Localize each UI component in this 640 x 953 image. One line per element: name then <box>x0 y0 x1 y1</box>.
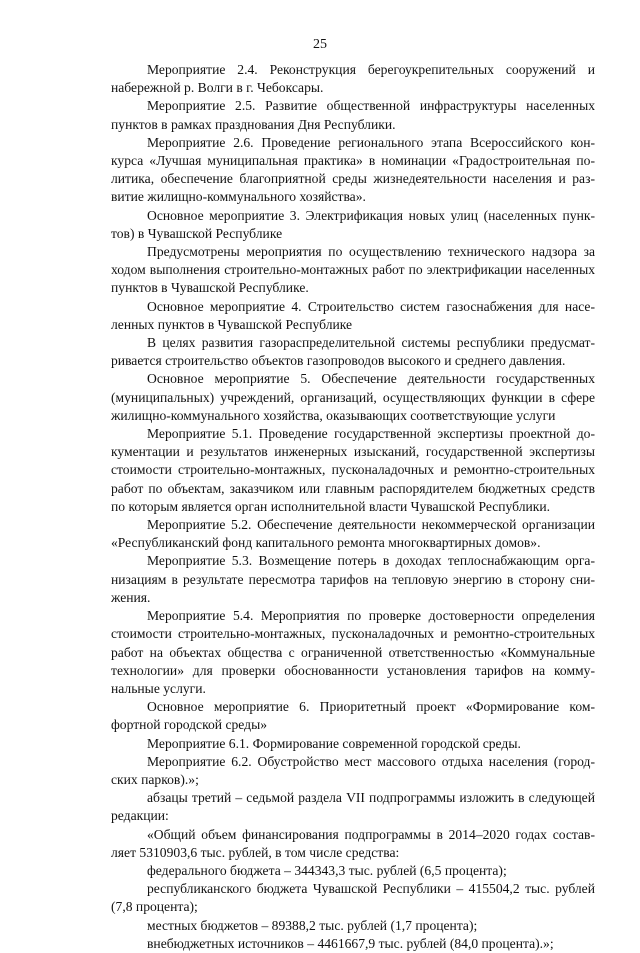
paragraph-federal-budget: федерального бюджета – 344343,3 тыс. рублей (6,5 процента); <box>147 862 507 878</box>
paragraph-event-6-2: Мероприятие 6.2. Обустройство мест массового отдыха населения (городских парков).»; <box>111 753 595 787</box>
paragraph-local-budgets: местных бюджетов – 89388,2 тыс. рублей (1,7 процента); <box>147 917 478 933</box>
paragraph-event-3-description: Предусмотрены мероприятия по осуществлению технического надзора за ходом выполнения строительно-монтажных работ по электрификации населенных пунктов в Чувашской Республике. <box>111 244 595 296</box>
paragraph-event-5-2: Мероприятие 5.2. Обеспечение деятельности некоммерческой организации «Республиканский фонд капитального ремонта многоквартирных домов». <box>111 517 595 551</box>
paragraph-total-funding: «Общий объем финансирования подпрограммы в 2014–2020 годах составляет 5310903,6 тыс. рублей, в том числе средства: <box>111 826 595 860</box>
paragraph-main-event-5: Основное мероприятие 5. Обеспечение деятельности государственных (муниципальных) учреждений, организаций, осуществляющих функции в сфере жилищно-коммунального хозяйства, оказывающих соответствующие услуги <box>111 371 595 423</box>
paragraph-event-5-4: Мероприятие 5.4. Мероприятия по проверке достоверности определения стоимости строительно-монтажных, пусконаладочных и ремонтно-строительных работ на объектах общества с ограниченной ответственностью «Коммунальные технологии» для проверки обоснованности установления тарифов на коммунальные услуги. <box>111 608 595 696</box>
page-number: 25 <box>313 37 327 52</box>
document-body <box>111 61 595 953</box>
paragraph-main-event-3: Основное мероприятие 3. Электрификация новых улиц (населенных пунктов) в Чувашской Республике <box>111 207 595 241</box>
paragraph-extrabudgetary-sources: внебюджетных источников – 4461667,9 тыс. рублей (84,0 процента).»; <box>147 935 554 951</box>
paragraph-event-5-1: Мероприятие 5.1. Проведение государственной экспертизы проектной документации и результатов инженерных изысканий, государственной экспертизы стоимости строительно-монтажных, пусконаладочных и ремонтно-строительных работ по объектам, заказчиком или главным распорядителем бюджетных средств по которым является орган исполнительной власти Чувашской Республики. <box>111 426 595 514</box>
paragraph-event-4-description: В целях развития газораспределительной системы республики предусматривается строительство объектов газопроводов высокого и среднего давления. <box>111 335 595 369</box>
paragraph-main-event-6: Основное мероприятие 6. Приоритетный проект «Формирование комфортной городской среды» <box>111 699 595 733</box>
paragraph-event-2-4: Мероприятие 2.4. Реконструкция берегоукрепительных сооружений и набережной р. Волги в г. Чебоксары. <box>111 62 595 96</box>
paragraph-event-6-1: Мероприятие 6.1. Формирование современной городской среды. <box>147 735 521 751</box>
paragraph-event-2-5: Мероприятие 2.5. Развитие общественной инфраструктуры населенных пунктов в рамках празднования Дня Республики. <box>111 98 595 132</box>
paragraph-event-5-3: Мероприятие 5.3. Возмещение потерь в доходах теплоснабжающим организациям в результате пересмотра тарифов на тепловую энергию в сторону снижения. <box>111 553 595 605</box>
paragraph-republic-budget: республиканского бюджета Чувашской Республики – 415504,2 тыс. рублей (7,8 процента); <box>111 881 595 915</box>
paragraph-main-event-4: Основное мероприятие 4. Строительство систем газоснабжения для населенных пунктов в Чувашской Республике <box>111 298 595 332</box>
paragraph-amendment-intro: абзацы третий – седьмой раздела VII подпрограммы изложить в следующей редакции: <box>111 790 595 824</box>
paragraph-event-2-6: Мероприятие 2.6. Проведение регионального этапа Всероссийского конкурса «Лучшая муниципальная практика» в номинации «Градостроительная политика, обеспечение благоприятной среды жизнедеятельности населения и развитие жилищно-коммунального хозяйства». <box>111 134 595 205</box>
